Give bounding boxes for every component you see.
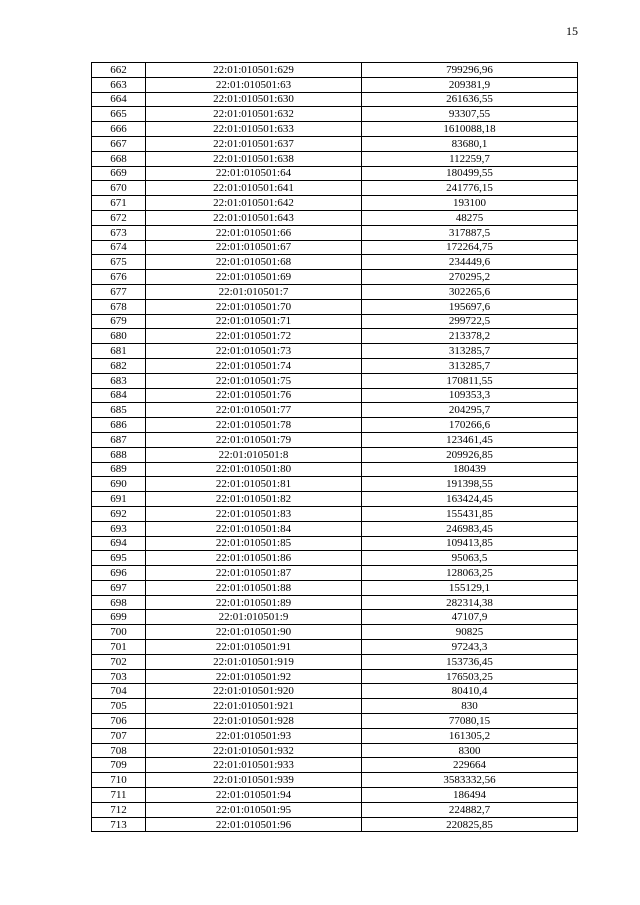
table-row	[92, 595, 578, 610]
row-number-cell: 684	[92, 388, 146, 403]
cadastral-number-cell: 22:01:010501:638	[146, 151, 362, 166]
table-row	[92, 92, 578, 107]
cadastral-number-cell: 22:01:010501:87	[146, 566, 362, 581]
cadastral-number-cell: 22:01:010501:8	[146, 447, 362, 462]
cadastral-number-cell: 22:01:010501:71	[146, 314, 362, 329]
table-row	[92, 418, 578, 433]
table-row	[92, 122, 578, 137]
value-cell: 195697,6	[362, 299, 578, 314]
row-number-cell: 675	[92, 255, 146, 270]
cadastral-number-cell: 22:01:010501:928	[146, 714, 362, 729]
value-cell: 172264,75	[362, 240, 578, 255]
row-number-cell: 686	[92, 418, 146, 433]
row-number-cell: 696	[92, 566, 146, 581]
cadastral-number-cell: 22:01:010501:69	[146, 270, 362, 285]
cadastral-number-cell: 22:01:010501:78	[146, 418, 362, 433]
value-cell: 191398,55	[362, 477, 578, 492]
value-cell: 234449,6	[362, 255, 578, 270]
row-number-cell: 664	[92, 92, 146, 107]
value-cell: 241776,15	[362, 181, 578, 196]
cadastral-number-cell: 22:01:010501:637	[146, 136, 362, 151]
row-number-cell: 666	[92, 122, 146, 137]
cadastral-number-cell: 22:01:010501:920	[146, 684, 362, 699]
table-row	[92, 373, 578, 388]
table-row	[92, 817, 578, 832]
cadastral-number-cell: 22:01:010501:939	[146, 773, 362, 788]
row-number-cell: 712	[92, 802, 146, 817]
cadastral-number-cell: 22:01:010501:91	[146, 640, 362, 655]
table-row	[92, 166, 578, 181]
table-row	[92, 743, 578, 758]
row-number-cell: 710	[92, 773, 146, 788]
table-body	[92, 63, 578, 832]
value-cell: 220825,85	[362, 817, 578, 832]
cadastral-number-cell: 22:01:010501:84	[146, 521, 362, 536]
value-cell: 1610088,18	[362, 122, 578, 137]
cadastral-number-cell: 22:01:010501:85	[146, 536, 362, 551]
table-row	[92, 773, 578, 788]
table-row	[92, 181, 578, 196]
value-cell: 153736,45	[362, 654, 578, 669]
table-row	[92, 580, 578, 595]
table-row	[92, 255, 578, 270]
table-row	[92, 344, 578, 359]
row-number-cell: 711	[92, 788, 146, 803]
value-cell: 48275	[362, 210, 578, 225]
table-row	[92, 684, 578, 699]
row-number-cell: 706	[92, 714, 146, 729]
row-number-cell: 708	[92, 743, 146, 758]
cadastral-number-cell: 22:01:010501:633	[146, 122, 362, 137]
cadastral-number-cell: 22:01:010501:76	[146, 388, 362, 403]
value-cell: 299722,5	[362, 314, 578, 329]
value-cell: 224882,7	[362, 802, 578, 817]
cadastral-value-table	[91, 62, 578, 832]
value-cell: 209926,85	[362, 447, 578, 462]
value-cell: 112259,7	[362, 151, 578, 166]
cadastral-number-cell: 22:01:010501:96	[146, 817, 362, 832]
table-row	[92, 403, 578, 418]
table-row	[92, 551, 578, 566]
table-row	[92, 566, 578, 581]
table-row	[92, 225, 578, 240]
value-cell: 80410,4	[362, 684, 578, 699]
row-number-cell: 682	[92, 358, 146, 373]
row-number-cell: 663	[92, 77, 146, 92]
row-number-cell: 678	[92, 299, 146, 314]
row-number-cell: 676	[92, 270, 146, 285]
value-cell: 163424,45	[362, 492, 578, 507]
cadastral-number-cell: 22:01:010501:932	[146, 743, 362, 758]
row-number-cell: 692	[92, 506, 146, 521]
table-row	[92, 536, 578, 551]
row-number-cell: 685	[92, 403, 146, 418]
table-row	[92, 432, 578, 447]
value-cell: 77080,15	[362, 714, 578, 729]
cadastral-number-cell: 22:01:010501:642	[146, 196, 362, 211]
table-row	[92, 788, 578, 803]
row-number-cell: 703	[92, 669, 146, 684]
row-number-cell: 672	[92, 210, 146, 225]
cadastral-number-cell: 22:01:010501:94	[146, 788, 362, 803]
cadastral-number-cell: 22:01:010501:63	[146, 77, 362, 92]
value-cell: 170811,55	[362, 373, 578, 388]
value-cell: 313285,7	[362, 358, 578, 373]
cadastral-number-cell: 22:01:010501:629	[146, 63, 362, 78]
table-row	[92, 107, 578, 122]
value-cell: 155129,1	[362, 580, 578, 595]
cadastral-number-cell: 22:01:010501:67	[146, 240, 362, 255]
value-cell: 128063,25	[362, 566, 578, 581]
cadastral-number-cell: 22:01:010501:72	[146, 329, 362, 344]
cadastral-number-cell: 22:01:010501:9	[146, 610, 362, 625]
table-row	[92, 151, 578, 166]
value-cell: 302265,6	[362, 284, 578, 299]
value-cell: 180439	[362, 462, 578, 477]
cadastral-number-cell: 22:01:010501:68	[146, 255, 362, 270]
row-number-cell: 713	[92, 817, 146, 832]
row-number-cell: 679	[92, 314, 146, 329]
value-cell: 83680,1	[362, 136, 578, 151]
value-cell: 3583332,56	[362, 773, 578, 788]
value-cell: 282314,38	[362, 595, 578, 610]
cadastral-number-cell: 22:01:010501:74	[146, 358, 362, 373]
value-cell: 229664	[362, 758, 578, 773]
value-cell: 317887,5	[362, 225, 578, 240]
value-cell: 8300	[362, 743, 578, 758]
cadastral-number-cell: 22:01:010501:630	[146, 92, 362, 107]
value-cell: 270295,2	[362, 270, 578, 285]
row-number-cell: 671	[92, 196, 146, 211]
row-number-cell: 670	[92, 181, 146, 196]
table-row	[92, 329, 578, 344]
table-row	[92, 358, 578, 373]
row-number-cell: 687	[92, 432, 146, 447]
row-number-cell: 704	[92, 684, 146, 699]
value-cell: 95063,5	[362, 551, 578, 566]
cadastral-number-cell: 22:01:010501:93	[146, 728, 362, 743]
row-number-cell: 705	[92, 699, 146, 714]
cadastral-number-cell: 22:01:010501:66	[146, 225, 362, 240]
table-row	[92, 447, 578, 462]
cadastral-number-cell: 22:01:010501:79	[146, 432, 362, 447]
table-row	[92, 63, 578, 78]
cadastral-number-cell: 22:01:010501:632	[146, 107, 362, 122]
table-row	[92, 240, 578, 255]
row-number-cell: 681	[92, 344, 146, 359]
cadastral-number-cell: 22:01:010501:82	[146, 492, 362, 507]
row-number-cell: 695	[92, 551, 146, 566]
table-row	[92, 699, 578, 714]
row-number-cell: 688	[92, 447, 146, 462]
cadastral-number-cell: 22:01:010501:77	[146, 403, 362, 418]
table-row	[92, 492, 578, 507]
cadastral-number-cell: 22:01:010501:88	[146, 580, 362, 595]
row-number-cell: 701	[92, 640, 146, 655]
table-row	[92, 669, 578, 684]
cadastral-number-cell: 22:01:010501:933	[146, 758, 362, 773]
row-number-cell: 674	[92, 240, 146, 255]
row-number-cell: 694	[92, 536, 146, 551]
value-cell: 261636,55	[362, 92, 578, 107]
table-row	[92, 210, 578, 225]
value-cell: 799296,96	[362, 63, 578, 78]
row-number-cell: 665	[92, 107, 146, 122]
value-cell: 193100	[362, 196, 578, 211]
table-row	[92, 714, 578, 729]
value-cell: 109353,3	[362, 388, 578, 403]
table-row	[92, 625, 578, 640]
value-cell: 313285,7	[362, 344, 578, 359]
value-cell: 246983,45	[362, 521, 578, 536]
row-number-cell: 662	[92, 63, 146, 78]
cadastral-number-cell: 22:01:010501:919	[146, 654, 362, 669]
cadastral-number-cell: 22:01:010501:95	[146, 802, 362, 817]
cadastral-number-cell: 22:01:010501:86	[146, 551, 362, 566]
table-row	[92, 314, 578, 329]
cadastral-number-cell: 22:01:010501:89	[146, 595, 362, 610]
table-row	[92, 521, 578, 536]
table-row	[92, 802, 578, 817]
row-number-cell: 699	[92, 610, 146, 625]
table-row	[92, 270, 578, 285]
value-cell: 93307,55	[362, 107, 578, 122]
table-row	[92, 506, 578, 521]
table-row	[92, 610, 578, 625]
row-number-cell: 690	[92, 477, 146, 492]
value-cell: 830	[362, 699, 578, 714]
row-number-cell: 669	[92, 166, 146, 181]
table-row	[92, 77, 578, 92]
value-cell: 170266,6	[362, 418, 578, 433]
table-row	[92, 640, 578, 655]
cadastral-number-cell: 22:01:010501:90	[146, 625, 362, 640]
row-number-cell: 680	[92, 329, 146, 344]
cadastral-number-cell: 22:01:010501:921	[146, 699, 362, 714]
value-cell: 209381,9	[362, 77, 578, 92]
row-number-cell: 698	[92, 595, 146, 610]
cadastral-number-cell: 22:01:010501:92	[146, 669, 362, 684]
row-number-cell: 683	[92, 373, 146, 388]
row-number-cell: 709	[92, 758, 146, 773]
cadastral-number-cell: 22:01:010501:83	[146, 506, 362, 521]
table-row	[92, 299, 578, 314]
value-cell: 155431,85	[362, 506, 578, 521]
cadastral-number-cell: 22:01:010501:81	[146, 477, 362, 492]
row-number-cell: 673	[92, 225, 146, 240]
value-cell: 97243,3	[362, 640, 578, 655]
page-number: 15	[566, 24, 578, 38]
table-row	[92, 388, 578, 403]
table-row	[92, 477, 578, 492]
cadastral-number-cell: 22:01:010501:75	[146, 373, 362, 388]
row-number-cell: 677	[92, 284, 146, 299]
row-number-cell: 689	[92, 462, 146, 477]
value-cell: 161305,2	[362, 728, 578, 743]
row-number-cell: 668	[92, 151, 146, 166]
row-number-cell: 702	[92, 654, 146, 669]
value-cell: 180499,55	[362, 166, 578, 181]
row-number-cell: 707	[92, 728, 146, 743]
table-row	[92, 462, 578, 477]
row-number-cell: 691	[92, 492, 146, 507]
row-number-cell: 700	[92, 625, 146, 640]
table-row	[92, 136, 578, 151]
value-cell: 109413,85	[362, 536, 578, 551]
cadastral-number-cell: 22:01:010501:643	[146, 210, 362, 225]
cadastral-number-cell: 22:01:010501:7	[146, 284, 362, 299]
cadastral-number-cell: 22:01:010501:64	[146, 166, 362, 181]
value-cell: 123461,45	[362, 432, 578, 447]
value-cell: 186494	[362, 788, 578, 803]
cadastral-number-cell: 22:01:010501:73	[146, 344, 362, 359]
value-cell: 204295,7	[362, 403, 578, 418]
row-number-cell: 667	[92, 136, 146, 151]
table-row	[92, 196, 578, 211]
cadastral-number-cell: 22:01:010501:70	[146, 299, 362, 314]
row-number-cell: 697	[92, 580, 146, 595]
table-row	[92, 758, 578, 773]
table-row	[92, 728, 578, 743]
row-number-cell: 693	[92, 521, 146, 536]
value-cell: 90825	[362, 625, 578, 640]
table-row	[92, 284, 578, 299]
value-cell: 213378,2	[362, 329, 578, 344]
value-cell: 176503,25	[362, 669, 578, 684]
table-row	[92, 654, 578, 669]
cadastral-number-cell: 22:01:010501:80	[146, 462, 362, 477]
cadastral-number-cell: 22:01:010501:641	[146, 181, 362, 196]
value-cell: 47107,9	[362, 610, 578, 625]
